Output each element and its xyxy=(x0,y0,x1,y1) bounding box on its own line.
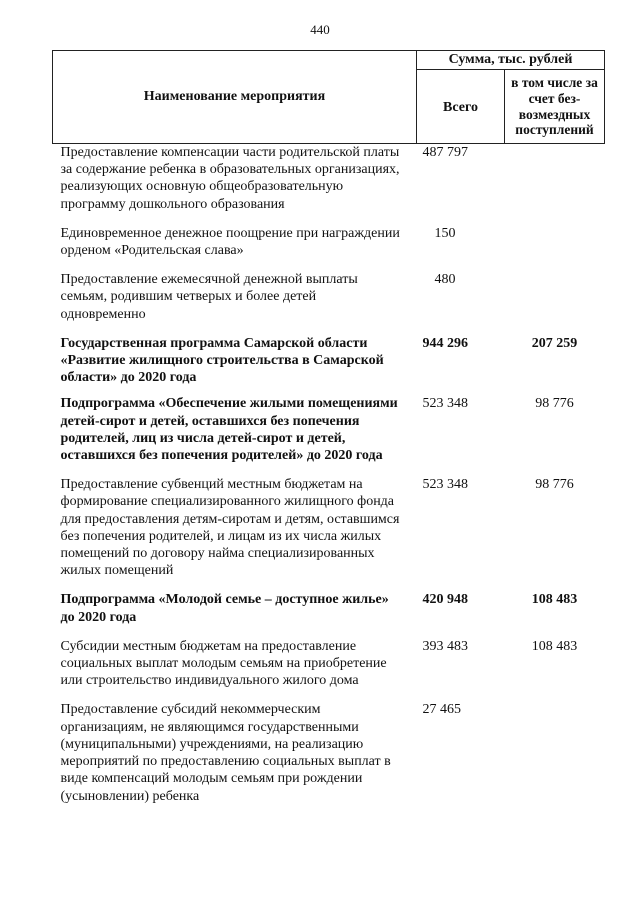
row-name: Предоставление субсидий некоммерческим организациям, не являющимся государственными (муниципальными) учреждениями, на реализацию мероприятий по предоставлению социальных выплат в виде компенсаций молодым семьям при рождении (усыновлении) ребенка xyxy=(60,702,391,804)
row-total-value: 523 348 xyxy=(422,396,468,412)
row-total xyxy=(417,464,505,579)
row-name: Подпрограмма «Обеспечение жилыми помещениями детей-сирот и детей, оставшихся без попечения родителей, лиц из числа детей-сирот и детей, оставшихся без попечения родителей» до 2020 года xyxy=(60,396,398,464)
row-total-value: 27 465 xyxy=(422,702,461,718)
row-total xyxy=(417,259,505,323)
row-incl xyxy=(505,579,605,625)
row-total xyxy=(417,579,505,625)
row-incl xyxy=(505,689,605,804)
row-total xyxy=(417,144,505,213)
table-row xyxy=(53,144,605,213)
table-row xyxy=(53,259,605,323)
row-total xyxy=(417,213,505,259)
row-name: Предоставление компенсации части родительской платы за содержание ребенка в образовательных организациях, реализующих основную общеобразовательную программу дошкольного образования xyxy=(60,145,400,212)
table-body xyxy=(53,144,605,805)
row-total xyxy=(417,323,505,387)
row-incl-value: 207 259 xyxy=(531,335,578,351)
column-header-total: Всего xyxy=(417,70,505,144)
page-number: 440 xyxy=(310,22,330,37)
row-incl xyxy=(505,464,605,579)
row-name: Предоставление субвенций местным бюджетам на формирование специализированного жилищного фонда для предоставления детям-сиротам и детям, оставшимся без попечения родителей, и лицам из их числа жилых помещений по договору найма специализированных жилых помещений xyxy=(60,477,400,579)
row-incl xyxy=(505,213,605,259)
row-total-value: 393 483 xyxy=(422,638,468,654)
row-incl xyxy=(505,626,605,690)
row-total xyxy=(417,689,505,804)
table-row xyxy=(53,213,605,259)
row-total-value: 150 xyxy=(434,225,456,241)
table-row xyxy=(53,464,605,579)
row-name: Единовременное денежное поощрение при награждении орденом «Родительская слава» xyxy=(60,225,400,259)
table-row xyxy=(53,626,605,690)
row-incl-value: 98 776 xyxy=(535,396,574,412)
table-header xyxy=(53,51,605,144)
budget-table xyxy=(52,50,605,805)
row-incl xyxy=(505,259,605,323)
row-name: Предоставление ежемесячной денежной выплаты семьям, родившим четверых и более детей одновременно xyxy=(60,272,358,322)
table-row xyxy=(53,386,605,464)
row-incl xyxy=(505,386,605,464)
table-row xyxy=(53,689,605,804)
row-name: Подпрограмма «Молодой семье – доступное жилье» до 2020 года xyxy=(60,592,389,625)
row-incl xyxy=(505,323,605,387)
row-incl-value: 98 776 xyxy=(535,477,574,493)
column-header-name: Наименование мероприятия xyxy=(53,51,417,144)
row-total-value: 523 348 xyxy=(422,477,468,493)
row-incl-value: 108 483 xyxy=(531,638,578,654)
budget-table-container xyxy=(52,50,604,805)
row-total xyxy=(417,626,505,690)
column-header-incl: в том числе за счет без-возмездных поступлений xyxy=(505,70,605,144)
table-row xyxy=(53,579,605,625)
row-total-value: 487 797 xyxy=(422,145,468,160)
table-row xyxy=(53,323,605,387)
row-total-value: 480 xyxy=(434,272,456,288)
row-incl xyxy=(505,144,605,213)
row-total xyxy=(417,386,505,464)
row-incl-value: 108 483 xyxy=(531,592,578,608)
row-total-value: 420 948 xyxy=(422,592,468,608)
row-name: Субсидии местным бюджетам на предоставление социальных выплат молодым семьям на приобретение или строительство индивидуального жилого дома xyxy=(60,638,387,689)
column-header-sum: Сумма, тыс. рублей xyxy=(417,51,605,70)
row-total-value: 944 296 xyxy=(422,335,468,351)
row-name: Государственная программа Самарской области «Развитие жилищного строительства в Самарской области» до 2020 года xyxy=(60,335,384,386)
